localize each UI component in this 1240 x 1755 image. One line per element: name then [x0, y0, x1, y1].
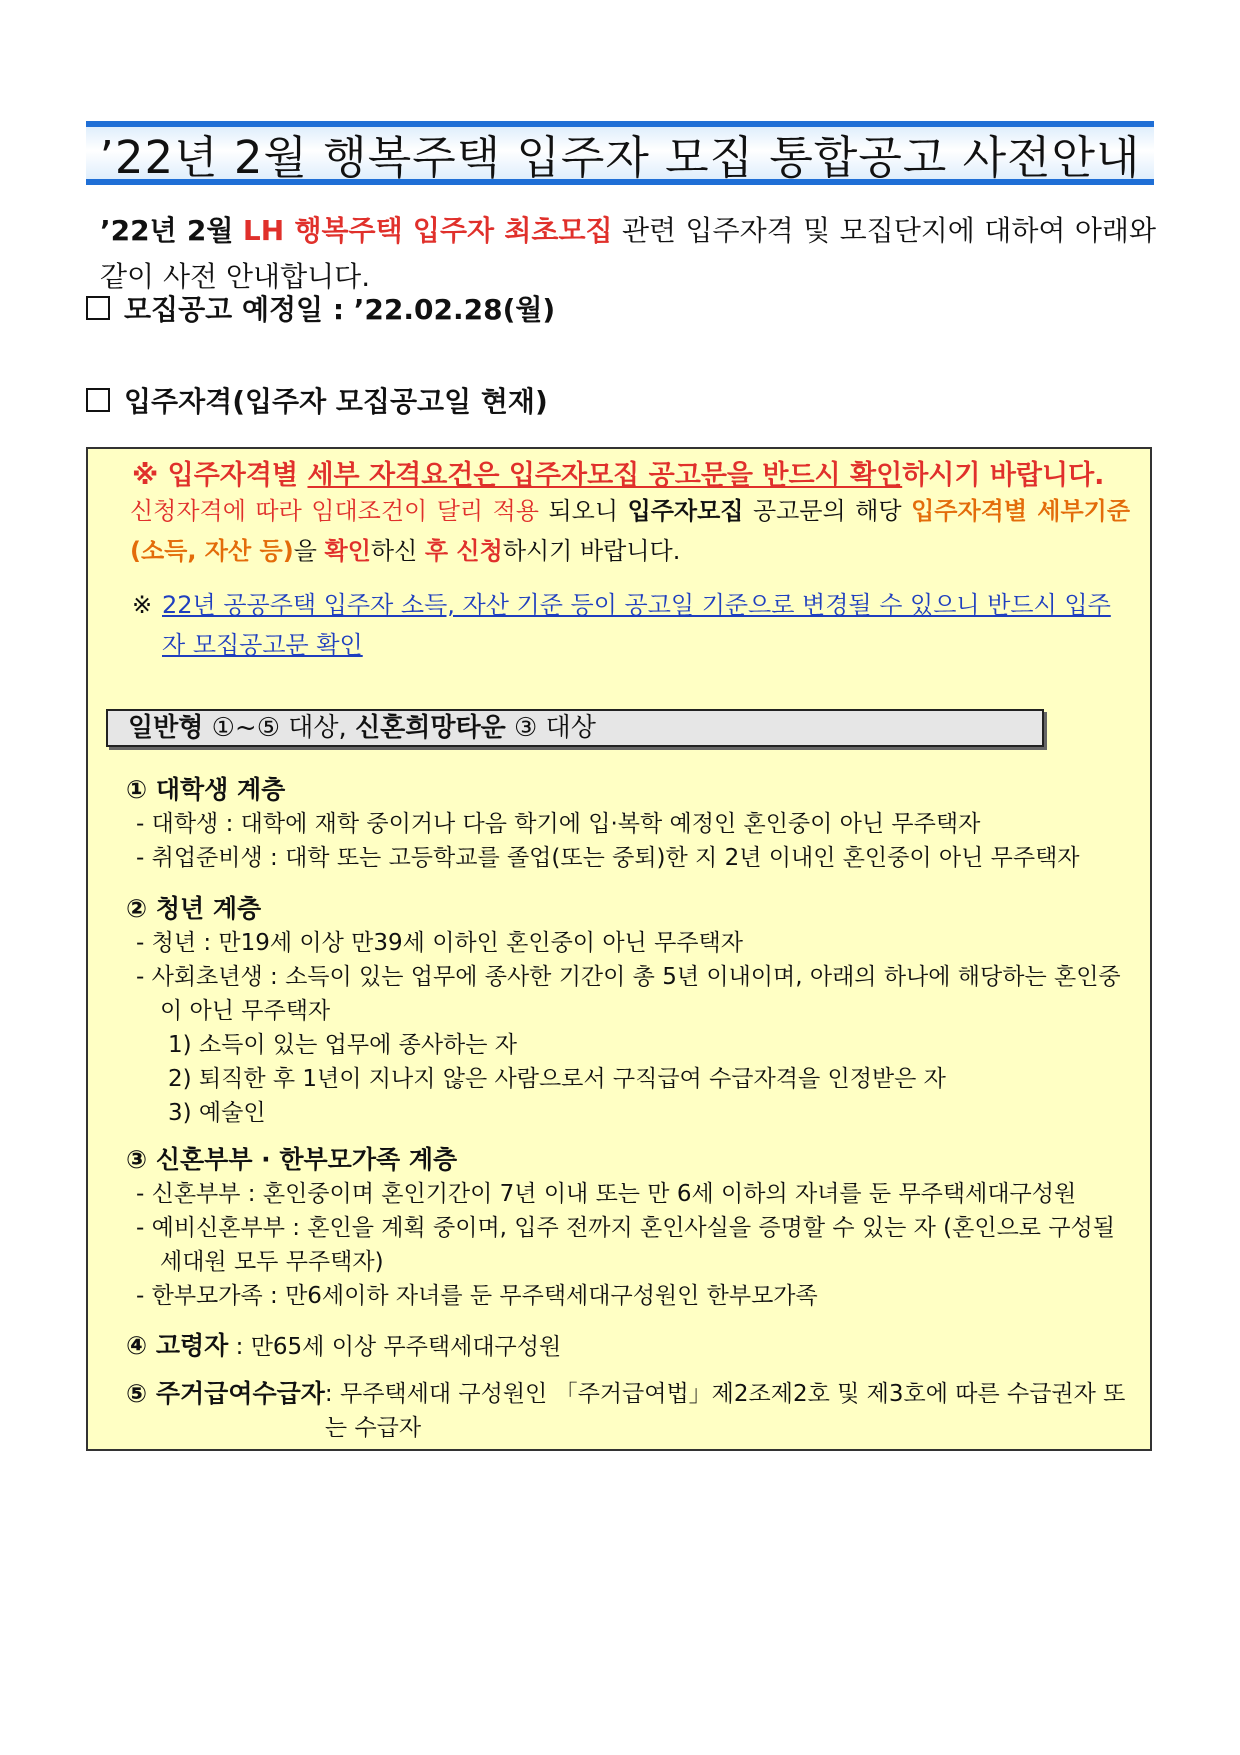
- list-item: - 대학생 : 대학에 재학 중이거나 다음 학기에 입·복학 예정인 혼인중이 아닌 무주택자: [136, 811, 981, 837]
- list-item: - 한부모가족 : 만6세이하 자녀를 둔 무주택세대구성원인 한부모가족: [136, 1283, 818, 1309]
- notice-text: 공고문의 해당: [743, 497, 912, 525]
- sub-list-item: 3) 예술인: [168, 1100, 266, 1126]
- list-item: - 사회초년생 : 소득이 있는 업무에 종사한 기간이 총 5년 이내이며, 아래의 하나에 해당하는 혼인중이 아닌 무주택자: [136, 964, 1121, 1024]
- notice-text: 신청자격에 따라 임대조건이 달리 적용: [130, 497, 539, 525]
- intro-date: ’22년 2월: [100, 214, 234, 247]
- group-elderly: [126, 1329, 1126, 1364]
- list-item: - 청년 : 만19세 이상 만39세 이하인 혼인중이 아닌 무주택자: [136, 930, 743, 956]
- intro-paragraph: [100, 208, 1156, 300]
- section-label: 모집공고 예정일 : ’22.02.28(월): [124, 293, 556, 326]
- group-heading: ④ 고령자: [126, 1331, 229, 1360]
- checkbox-square-icon: [86, 388, 110, 412]
- group-heading: ② 청년 계층: [126, 894, 262, 923]
- notice-text: ※ 입주자격별: [132, 460, 308, 491]
- intro-rest: 관련 입주자격 및 모집단지에 대하여 아래와 같이 사전 안내합니다.: [100, 214, 1156, 293]
- list-item: - 예비신혼부부 : 혼인을 계획 중이며, 입주 전까지 혼인사실을 증명할 수 있는 자 (혼인으로 구성될 세대원 모두 무주택자): [136, 1215, 1115, 1275]
- intro-highlight: LH 행복주택 입주자 최초모집: [242, 214, 613, 247]
- notice-text: 하시기 바랍니다.: [902, 460, 1105, 491]
- notice-line-3: [132, 585, 1132, 665]
- group-university-students: [126, 773, 1126, 875]
- notice-bold-text: 입주자모집: [627, 497, 744, 525]
- reference-mark-icon: ※: [132, 591, 153, 619]
- notice-text: 을: [293, 537, 325, 565]
- notice-text: 되오니: [538, 497, 628, 525]
- group-text: : 만65세 이상 무주택세대구성원: [228, 1334, 562, 1360]
- target-type-tag: [106, 709, 1044, 747]
- notice-highlight-text: 후 신청: [424, 537, 503, 565]
- eligibility-box: [86, 447, 1152, 1451]
- notice-highlight-text: 입주자격별 세부기준(소득, 자산 등): [130, 497, 1130, 565]
- group-heading: ⑤ 주거급여수급자: [126, 1379, 325, 1408]
- tag-bold-text: 신혼희망타운: [355, 713, 506, 743]
- group-heading: ① 대학생 계층: [126, 775, 286, 804]
- group-housing-benefit: [126, 1377, 1126, 1445]
- section-announcement-date: [86, 288, 555, 328]
- notice-highlight-text: 확인: [324, 537, 371, 565]
- notice-text: 하시기 바랍니다.: [502, 537, 681, 565]
- group-heading: ③ 신혼부부 · 한부모가족 계층: [126, 1145, 458, 1174]
- title-banner: [86, 121, 1154, 185]
- sub-list-item: 1) 소득이 있는 업무에 종사하는 자: [168, 1032, 517, 1058]
- tag-text: ①~⑤ 대상,: [203, 713, 356, 743]
- tag-bold-text: 일반형: [128, 713, 204, 743]
- group-text: : 무주택세대 구성원인 「주거급여법」제2조제2호 및 제3호에 따른 수급권자 또는 수급자: [324, 1381, 1126, 1441]
- tag-text: ③ 대상: [505, 713, 596, 743]
- checkbox-square-icon: [86, 296, 110, 320]
- sub-list-item: 2) 퇴직한 후 1년이 지나지 않은 사람으로서 구직급여 수급자격을 인정받은 자: [168, 1066, 946, 1092]
- notice-text: 하신: [370, 537, 425, 565]
- section-eligibility: [86, 380, 548, 420]
- group-newlyweds-single-parent: [126, 1143, 1126, 1313]
- notice-underlined-text: 세부 자격요건은 입주자모집 공고문을 반드시 확인: [307, 460, 903, 491]
- page-title: ’22년 2월 행복주택 입주자 모집 통합공고 사전안내: [99, 130, 1141, 184]
- list-item: - 신혼부부 : 혼인중이며 혼인기간이 7년 이내 또는 만 6세 이하의 자녀를 둔 무주택세대구성원: [136, 1181, 1077, 1207]
- notice-line-2: [130, 491, 1130, 571]
- list-item: - 취업준비생 : 대학 또는 고등학교를 졸업(또는 중퇴)한 지 2년 이내인 혼인중이 아닌 무주택자: [136, 845, 1080, 871]
- notice-line-1: [132, 453, 1132, 492]
- group-youth: [126, 892, 1126, 1130]
- section-label: 입주자격(입주자 모집공고일 현재): [124, 385, 548, 418]
- notice-underlined-text: 22년 공공주택 입주자 소득, 자산 기준 등이 공고일 기준으로 변경될 수 있으니 반드시 입주자 모집공고문 확인: [162, 591, 1111, 659]
